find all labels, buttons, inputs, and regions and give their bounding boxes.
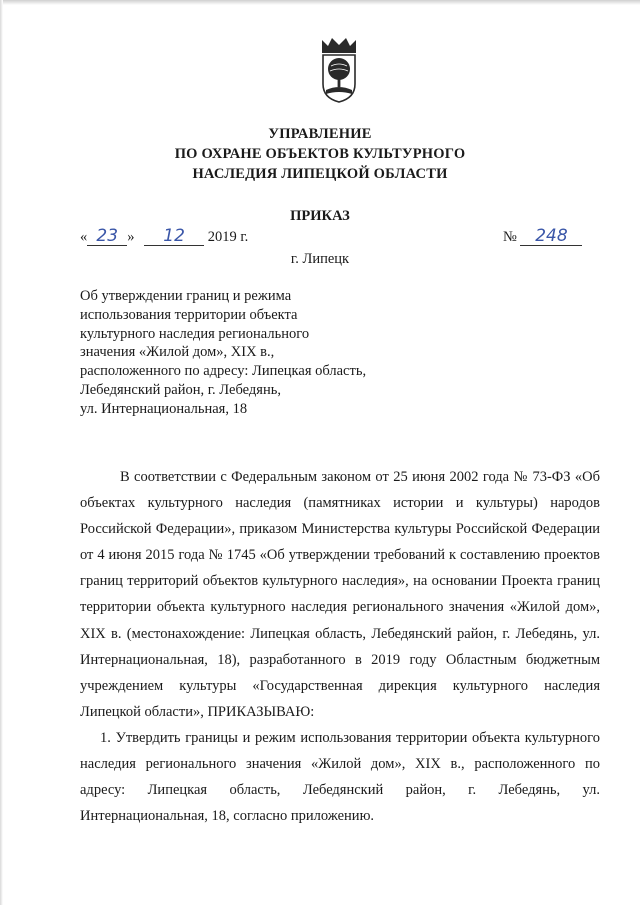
order-subject — [80, 287, 400, 419]
subject-line: использования территории объекта — [80, 306, 298, 323]
city: г. Липецк — [290, 251, 350, 267]
order-number — [503, 227, 582, 246]
order-date — [80, 227, 248, 246]
document-type: ПРИКАЗ — [290, 208, 350, 224]
subject-line: расположенного по адресу: Липецкая область, — [80, 363, 367, 380]
number-value: 248 — [520, 227, 582, 246]
coat-of-arms-icon — [318, 36, 360, 104]
subject-line: ул. Интернациональная, 18 — [80, 400, 248, 417]
subject-line: значения «Жилой дом», XIX в., — [80, 344, 275, 361]
date-open-quote: « — [80, 229, 88, 245]
order-item-1: 1. Утвердить границы и режим использования территории объекта культурного наследия регионального значения «Жилой дом», XIX в., расположенного по адресу: Липецкая область, Лебедянский район, г. Лебедянь, ул. Интернациональная, 18, согласно приложению. — [80, 729, 600, 825]
date-close-quote: » — [127, 229, 135, 245]
subject-line: Об утверждении границ и режима — [80, 288, 292, 304]
preamble-paragraph: В соответствии с Федеральным законом от 25 июня 2002 года № 73-ФЗ «Об объектах культурного наследия (памятниках истории и культуры) народов Российской Федерации», приказом Министерства культуры Российской Федерации от 4 июня 2015 года № 1745 «Об утверждении требований к составлению проектов границ территорий объектов культурного наследия», на основании Проекта границ территории объекта культурного наследия регионального значения «Жилой дом», XIX в. (местонахождение: Липецкая область, Лебедянский район, г. Лебедянь, ул. Интернациональная, 18), разработанного в 2019 году Областным бюджетным учреждением культуры «Государственная дирекция культурного наследия Липецкой области», ПРИКАЗЫВАЮ: — [80, 469, 600, 720]
subject-line: Лебедянский район, г. Лебедянь, — [80, 381, 281, 398]
subject-line: культурного наследия регионального — [80, 325, 310, 342]
date-year: 2019 г. — [207, 229, 249, 245]
date-day: 23 — [87, 227, 127, 246]
organization-header — [0, 124, 640, 184]
header-line-1: УПРАВЛЕНИЕ — [268, 126, 372, 142]
header-line-3: НАСЛЕДИЯ ЛИПЕЦКОЙ ОБЛАСТИ — [192, 166, 448, 182]
scan-edge-top — [0, 0, 640, 5]
date-month: 12 — [144, 227, 204, 246]
number-label: № — [503, 229, 517, 245]
order-body — [80, 464, 600, 829]
header-line-2: ПО ОХРАНЕ ОБЪЕКТОВ КУЛЬТУРНОГО — [174, 146, 466, 162]
